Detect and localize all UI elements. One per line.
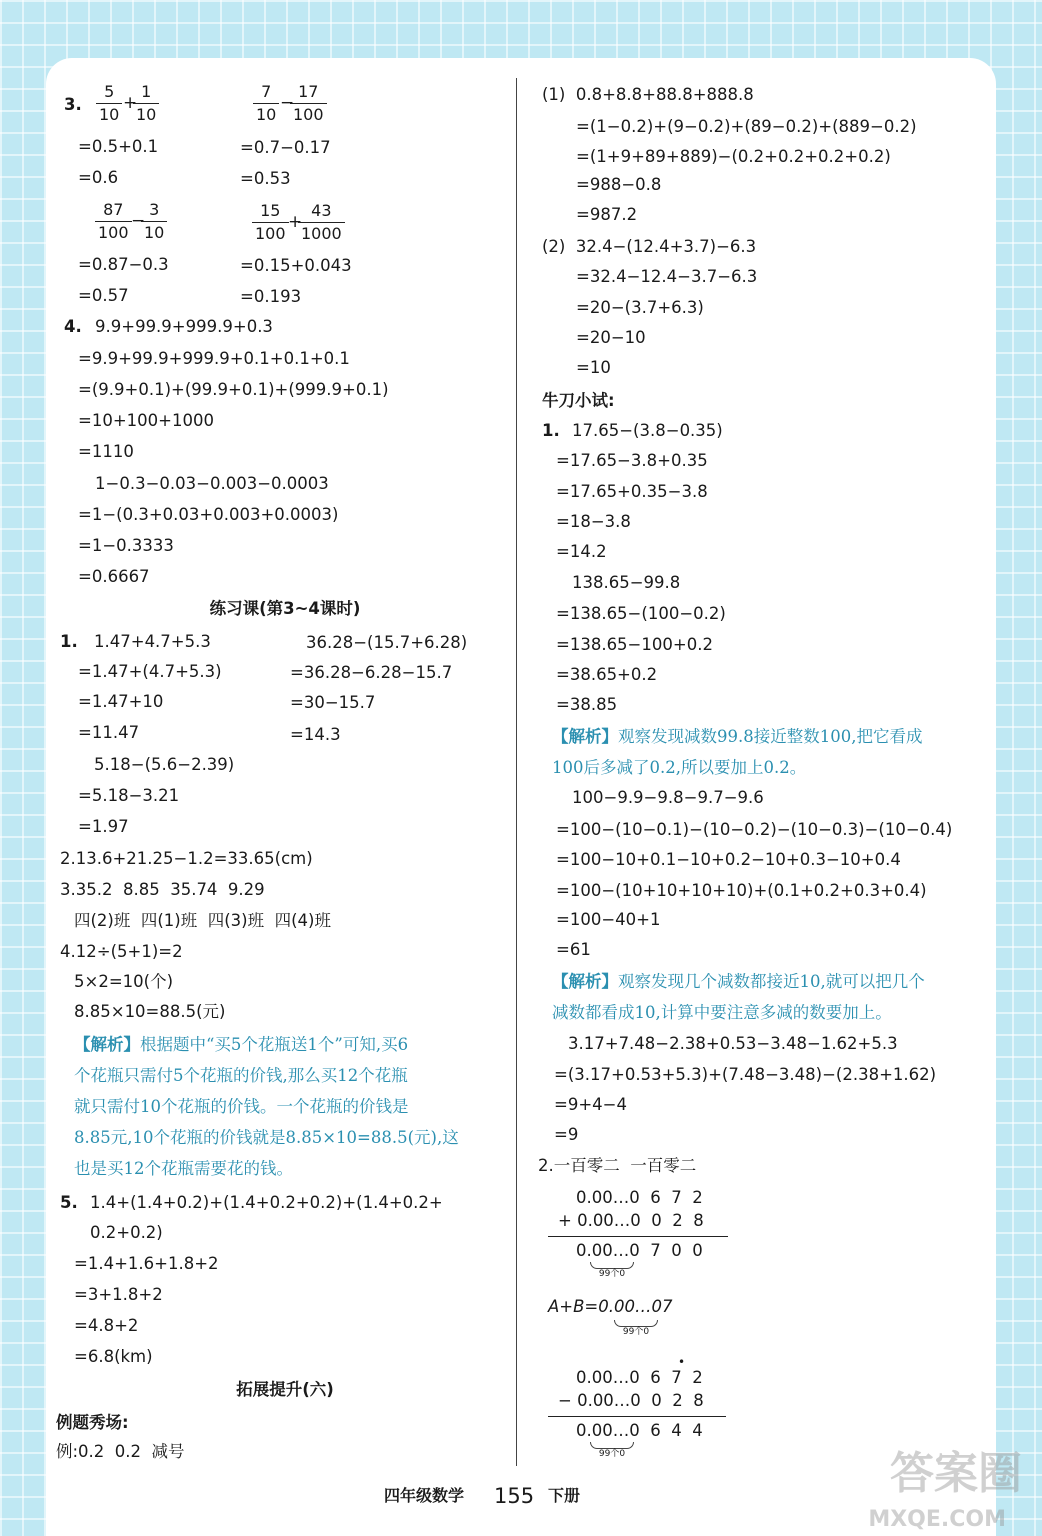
text-line: =138.65−(100−0.2) bbox=[556, 604, 726, 623]
text-line: 138.65−99.8 bbox=[572, 573, 681, 592]
footer-volume: 下册 bbox=[548, 1486, 581, 1505]
question-number: 1. bbox=[542, 421, 560, 440]
watermark-url: MXQE.COM bbox=[868, 1507, 1006, 1532]
text-line: =11.47 bbox=[78, 723, 140, 742]
vertical-calc-row: + 0.00…0 0 2 8 bbox=[558, 1211, 704, 1230]
fraction: $\frac{87}{100}$ bbox=[95, 200, 132, 243]
vertical-calc-row: 0.00…0 6 7 2 bbox=[576, 1188, 703, 1207]
page-paper bbox=[46, 58, 996, 1536]
calc-rule-line bbox=[548, 1416, 726, 1417]
analysis-note: 8.85元,10个花瓶的价钱就是8.85×10=88.5(元),这 bbox=[74, 1128, 459, 1147]
text-line: =(9.9+0.1)+(99.9+0.1)+(999.9+0.1) bbox=[78, 380, 389, 399]
fraction: $\frac{1}{10}$ bbox=[133, 82, 159, 125]
text-line: 17.65−(3.8−0.35) bbox=[572, 421, 723, 440]
subsection-title: 牛刀小试: bbox=[542, 391, 615, 410]
text-line: 8.85×10=88.5(元) bbox=[74, 1002, 226, 1021]
zeros-brace: 99个0 bbox=[590, 1442, 634, 1459]
text-line: =100−40+1 bbox=[556, 910, 661, 929]
analysis-note: 【解析】观察发现几个减数都接近10,就可以把几个 bbox=[552, 972, 925, 991]
text-line: 36.28−(15.7+6.28) bbox=[306, 633, 468, 652]
text-line: =1.47+10 bbox=[78, 692, 164, 711]
analysis-note: 个花瓶只需付5个花瓶的价钱,那么买12个花瓶 bbox=[74, 1066, 408, 1085]
text-line: 5×2=10(个) bbox=[74, 972, 174, 991]
text-line: 4.12÷(5+1)=2 bbox=[60, 942, 183, 961]
text-line: =38.85 bbox=[556, 695, 618, 714]
subsection-title: 例题秀场: bbox=[56, 1413, 129, 1432]
text-line: =0.5+0.1 bbox=[78, 137, 159, 156]
text-line: 1.4+(1.4+0.2)+(1.4+0.2+0.2)+(1.4+0.2+ bbox=[90, 1193, 443, 1212]
text-line: A+B=0.00…07 bbox=[548, 1297, 673, 1316]
text-line: =(1+9+89+889)−(0.2+0.2+0.2+0.2) bbox=[576, 147, 891, 166]
text-line: =(1−0.2)+(9−0.2)+(89−0.2)+(889−0.2) bbox=[576, 117, 917, 136]
fraction: $\frac{3}{10}$ bbox=[141, 200, 167, 243]
text-line: =9 bbox=[554, 1125, 579, 1144]
footer-grade: 四年级数学 bbox=[384, 1486, 465, 1505]
analysis-note: 100后多减了0.2,所以要加上0.2。 bbox=[552, 758, 807, 777]
question-4-number: 4. bbox=[64, 317, 82, 336]
text-line: =61 bbox=[556, 940, 591, 959]
text-line: =100−(10+10+10+10)+(0.1+0.2+0.3+0.4) bbox=[556, 881, 927, 900]
text-line: =9+4−4 bbox=[554, 1095, 627, 1114]
text-line: =1.47+(4.7+5.3) bbox=[78, 662, 222, 681]
text-line: =100−10+0.1−10+0.2−10+0.3−10+0.4 bbox=[556, 850, 901, 869]
analysis-note: 就只需付10个花瓶的价钱。一个花瓶的价钱是 bbox=[74, 1097, 409, 1116]
text-line: =0.7−0.17 bbox=[240, 138, 331, 157]
analysis-note: 也是买12个花瓶需要花的钱。 bbox=[74, 1159, 293, 1178]
text-line: =0.57 bbox=[78, 286, 129, 305]
text-line: =38.65+0.2 bbox=[556, 665, 658, 684]
text-line: =30−15.7 bbox=[290, 693, 376, 712]
fraction: $\frac{15}{100}$ bbox=[252, 201, 289, 244]
text-line: =0.6 bbox=[78, 168, 119, 187]
text-line: =10+100+1000 bbox=[78, 411, 214, 430]
text-line: =1.97 bbox=[78, 817, 129, 836]
calc-rule-line bbox=[548, 1236, 728, 1237]
text-line: =1−(0.3+0.03+0.003+0.0003) bbox=[78, 505, 339, 524]
text-line: =1.4+1.6+1.8+2 bbox=[74, 1254, 219, 1273]
text-line: 100−9.9−9.8−9.7−9.6 bbox=[572, 788, 764, 807]
text-line: 2.13.6+21.25−1.2=33.65(cm) bbox=[60, 849, 313, 868]
vertical-calc-row: 0.00…0 6 7 2 bbox=[576, 1368, 703, 1387]
page-number: 155 bbox=[494, 1484, 535, 1508]
section-title: 练习课(第3~4课时) bbox=[209, 599, 361, 618]
fraction: $\frac{17}{100}$ bbox=[290, 82, 327, 125]
zeros-brace: 99个0 bbox=[590, 1262, 634, 1279]
column-divider bbox=[516, 78, 517, 1466]
zeros-brace: 99个0 bbox=[614, 1320, 658, 1337]
text-line: =0.87−0.3 bbox=[78, 255, 169, 274]
text-line: =987.2 bbox=[576, 205, 638, 224]
operator: + bbox=[123, 93, 138, 113]
text-line: =36.28−6.28−15.7 bbox=[290, 663, 453, 682]
text-line: =20−(3.7+6.3) bbox=[576, 298, 704, 317]
text-line: 3.35.2 8.85 35.74 9.29 bbox=[60, 880, 265, 899]
text-line: (1) 0.8+8.8+88.8+888.8 bbox=[542, 85, 754, 104]
text-line: =18−3.8 bbox=[556, 512, 631, 531]
operator: − bbox=[280, 93, 295, 113]
text-line: =32.4−12.4−3.7−6.3 bbox=[576, 267, 758, 286]
vertical-calc-result: 0.00…0 6 4 4 bbox=[576, 1421, 703, 1440]
text-line: =14.2 bbox=[556, 542, 607, 561]
analysis-note: 【解析】根据题中“买5个花瓶送1个”可知,买6 bbox=[74, 1035, 409, 1054]
fraction: $\frac{43}{1000}$ bbox=[298, 201, 345, 244]
text-line: =1110 bbox=[78, 442, 134, 461]
text-line: 5.18−(5.6−2.39) bbox=[94, 755, 235, 774]
text-line: =0.15+0.043 bbox=[240, 256, 352, 275]
text-line: =988−0.8 bbox=[576, 175, 662, 194]
text-line: =14.3 bbox=[290, 725, 341, 744]
section-title: 拓展提升(六) bbox=[236, 1380, 334, 1399]
operator: + bbox=[288, 212, 303, 232]
text-line: =9.9+99.9+999.9+0.1+0.1+0.1 bbox=[78, 349, 350, 368]
question-3-number: 3. bbox=[64, 95, 82, 114]
text-line: =100−(10−0.1)−(10−0.2)−(10−0.3)−(10−0.4) bbox=[556, 820, 953, 839]
analysis-note: 减数都看成10,计算中要注意多减的数要加上。 bbox=[552, 1003, 892, 1022]
text-line: =138.65−100+0.2 bbox=[556, 635, 713, 654]
text-line: =20−10 bbox=[576, 328, 646, 347]
text-line: =17.65+0.35−3.8 bbox=[556, 482, 708, 501]
text-line: =6.8(km) bbox=[74, 1347, 153, 1366]
operator: − bbox=[131, 211, 146, 231]
text-line: =5.18−3.21 bbox=[78, 786, 180, 805]
vertical-calc-result: 0.00…0 7 0 0 bbox=[576, 1241, 703, 1260]
vertical-calc-row: − 0.00…0 0 2 8 bbox=[558, 1391, 704, 1410]
text-line: 四(2)班 四(1)班 四(3)班 四(4)班 bbox=[74, 911, 331, 930]
fraction: $\frac{7}{10}$ bbox=[253, 82, 279, 125]
text-line: 1.47+4.7+5.3 bbox=[94, 632, 211, 651]
text-line: =4.8+2 bbox=[74, 1316, 139, 1335]
text-line: =10 bbox=[576, 358, 611, 377]
text-line: =(3.17+0.53+5.3)+(7.48−3.48)−(2.38+1.62) bbox=[554, 1065, 937, 1084]
analysis-note: 【解析】观察发现减数99.8接近整数100,把它看成 bbox=[552, 727, 923, 746]
text-line: 9.9+99.9+999.9+0.3 bbox=[95, 317, 273, 336]
text-line: =17.65−3.8+0.35 bbox=[556, 451, 708, 470]
borrow-dot: • bbox=[678, 1355, 686, 1369]
text-line: 2.一百零二 一百零二 bbox=[538, 1156, 697, 1175]
text-line: =3+1.8+2 bbox=[74, 1285, 163, 1304]
question-number: 1. bbox=[60, 632, 78, 651]
question-number: 5. bbox=[60, 1193, 78, 1212]
text-line: 0.2+0.2) bbox=[90, 1223, 163, 1242]
text-line: 例:0.2 0.2 减号 bbox=[56, 1442, 185, 1461]
text-line: =0.6667 bbox=[78, 567, 150, 586]
text-line: =0.193 bbox=[240, 287, 302, 306]
text-line: (2) 32.4−(12.4+3.7)−6.3 bbox=[542, 237, 757, 256]
text-line: =0.53 bbox=[240, 169, 291, 188]
text-line: =1−0.3333 bbox=[78, 536, 174, 555]
watermark-logo: 答案圈 bbox=[890, 1448, 1022, 1499]
fraction: $\frac{5}{10}$ bbox=[96, 82, 122, 125]
text-line: 3.17+7.48−2.38+0.53−3.48−1.62+5.3 bbox=[568, 1034, 898, 1053]
text-line: 1−0.3−0.03−0.003−0.0003 bbox=[95, 474, 329, 493]
